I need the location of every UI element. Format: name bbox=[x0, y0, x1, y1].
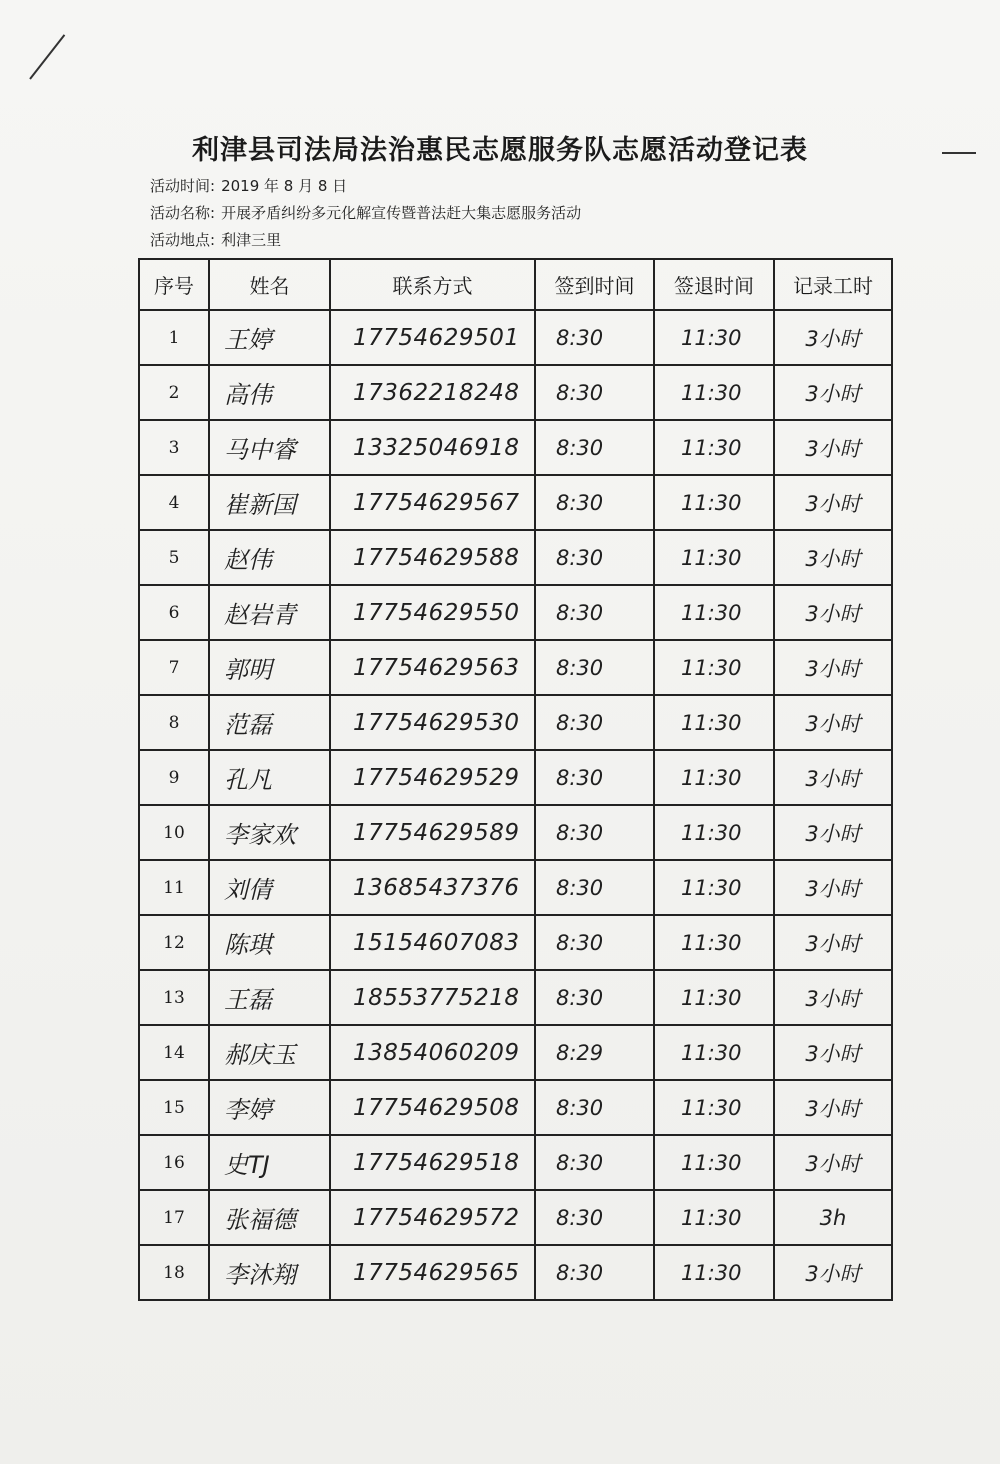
table-row bbox=[139, 750, 892, 805]
sign-in-time: 8:30 bbox=[556, 545, 604, 570]
activity-name bbox=[150, 202, 581, 223]
sign-in-time-cell bbox=[535, 420, 654, 475]
recorded-hours: 3小时 bbox=[805, 1151, 861, 1176]
sign-out-time-cell bbox=[654, 805, 774, 860]
recorded-hours-cell bbox=[774, 860, 892, 915]
row-index-cell: 2 bbox=[139, 365, 209, 420]
row-index-cell: 13 bbox=[139, 970, 209, 1025]
activity-name-label: 活动名称: bbox=[150, 204, 216, 222]
table-row bbox=[139, 1190, 892, 1245]
table-row bbox=[139, 805, 892, 860]
recorded-hours-cell bbox=[774, 365, 892, 420]
contact-phone: 17754629589 bbox=[353, 819, 520, 846]
sign-out-time: 11:30 bbox=[681, 875, 742, 900]
registration-table bbox=[138, 258, 893, 1301]
sign-out-time-cell bbox=[654, 860, 774, 915]
volunteer-name: 刘倩 bbox=[224, 876, 272, 904]
sign-out-time-cell bbox=[654, 475, 774, 530]
contact-phone-cell bbox=[330, 1190, 535, 1245]
sign-in-time-cell bbox=[535, 365, 654, 420]
volunteer-name: 李沐翔 bbox=[224, 1261, 296, 1289]
sign-out-time-cell bbox=[654, 530, 774, 585]
sign-in-time: 8:30 bbox=[556, 820, 604, 845]
sign-in-time: 8:30 bbox=[556, 875, 604, 900]
table-row bbox=[139, 1025, 892, 1080]
volunteer-name: 郭明 bbox=[224, 656, 272, 684]
sign-in-time-cell bbox=[535, 530, 654, 585]
volunteer-name-cell bbox=[209, 1080, 330, 1135]
sign-out-time: 11:30 bbox=[681, 1260, 742, 1285]
volunteer-name-cell bbox=[209, 750, 330, 805]
contact-phone-cell bbox=[330, 1080, 535, 1135]
volunteer-name: 王磊 bbox=[224, 986, 272, 1014]
activity-time-label: 活动时间: bbox=[150, 177, 216, 195]
contact-phone: 17754629563 bbox=[353, 654, 520, 681]
table-row bbox=[139, 915, 892, 970]
sign-out-time-cell bbox=[654, 1080, 774, 1135]
volunteer-name: 史TJ bbox=[224, 1151, 270, 1179]
table-row bbox=[139, 1135, 892, 1190]
row-index-cell: 18 bbox=[139, 1245, 209, 1300]
row-index-cell: 14 bbox=[139, 1025, 209, 1080]
table-row bbox=[139, 1080, 892, 1135]
row-index-cell: 15 bbox=[139, 1080, 209, 1135]
volunteer-name: 马中睿 bbox=[224, 436, 296, 464]
recorded-hours-cell bbox=[774, 585, 892, 640]
sign-out-time: 11:30 bbox=[681, 1150, 742, 1175]
row-index-cell: 16 bbox=[139, 1135, 209, 1190]
recorded-hours: 3小时 bbox=[805, 326, 861, 351]
sign-out-time-cell bbox=[654, 1245, 774, 1300]
volunteer-name-cell bbox=[209, 1190, 330, 1245]
activity-place-label: 活动地点: bbox=[150, 231, 216, 249]
recorded-hours-cell bbox=[774, 970, 892, 1025]
sign-in-time: 8:30 bbox=[556, 490, 604, 515]
sign-out-time: 11:30 bbox=[681, 820, 742, 845]
table-row bbox=[139, 860, 892, 915]
table-row bbox=[139, 420, 892, 475]
recorded-hours-cell bbox=[774, 310, 892, 365]
sign-in-time-cell bbox=[535, 1135, 654, 1190]
contact-phone-cell bbox=[330, 310, 535, 365]
sign-out-time: 11:30 bbox=[681, 600, 742, 625]
sign-out-time: 11:30 bbox=[681, 435, 742, 460]
volunteer-name-cell bbox=[209, 1245, 330, 1300]
sign-out-time: 11:30 bbox=[681, 985, 742, 1010]
sign-out-time: 11:30 bbox=[681, 1095, 742, 1120]
contact-phone-cell bbox=[330, 420, 535, 475]
recorded-hours-cell bbox=[774, 1025, 892, 1080]
contact-phone: 17754629588 bbox=[353, 544, 520, 571]
recorded-hours-cell bbox=[774, 1245, 892, 1300]
contact-phone-cell bbox=[330, 1135, 535, 1190]
recorded-hours: 3小时 bbox=[805, 766, 861, 791]
header-index: 序号 bbox=[139, 259, 209, 310]
sign-in-time-cell bbox=[535, 860, 654, 915]
recorded-hours: 3小时 bbox=[805, 876, 861, 901]
sign-in-time: 8:30 bbox=[556, 1205, 604, 1230]
row-index-cell: 6 bbox=[139, 585, 209, 640]
header-contact: 联系方式 bbox=[330, 259, 535, 310]
row-index-cell: 4 bbox=[139, 475, 209, 530]
sign-in-time-cell bbox=[535, 1025, 654, 1080]
sign-in-time: 8:30 bbox=[556, 655, 604, 680]
contact-phone: 13854060209 bbox=[353, 1039, 520, 1066]
volunteer-name: 张福德 bbox=[224, 1206, 296, 1234]
contact-phone: 17754629518 bbox=[353, 1149, 520, 1176]
sign-in-time-cell bbox=[535, 585, 654, 640]
volunteer-name-cell bbox=[209, 585, 330, 640]
contact-phone: 17754629567 bbox=[353, 489, 520, 516]
sign-in-time: 8:30 bbox=[556, 325, 604, 350]
recorded-hours-cell bbox=[774, 750, 892, 805]
recorded-hours: 3小时 bbox=[805, 601, 861, 626]
volunteer-name-cell bbox=[209, 970, 330, 1025]
contact-phone-cell bbox=[330, 695, 535, 750]
contact-phone-cell bbox=[330, 640, 535, 695]
recorded-hours: 3小时 bbox=[805, 931, 861, 956]
activity-name-value: 开展矛盾纠纷多元化解宣传暨普法赶大集志愿服务活动 bbox=[221, 204, 582, 222]
sign-in-time-cell bbox=[535, 915, 654, 970]
volunteer-name: 范磊 bbox=[224, 711, 272, 739]
contact-phone: 17362218248 bbox=[353, 379, 520, 406]
contact-phone: 17754629565 bbox=[353, 1259, 520, 1286]
sign-out-time: 11:30 bbox=[681, 765, 742, 790]
contact-phone-cell bbox=[330, 750, 535, 805]
contact-phone-cell bbox=[330, 365, 535, 420]
table-row bbox=[139, 695, 892, 750]
volunteer-name-cell bbox=[209, 365, 330, 420]
sign-in-time-cell bbox=[535, 695, 654, 750]
sign-in-time: 8:30 bbox=[556, 1260, 604, 1285]
volunteer-name-cell bbox=[209, 1025, 330, 1080]
contact-phone: 18553775218 bbox=[353, 984, 520, 1011]
sign-out-time-cell bbox=[654, 420, 774, 475]
sign-in-time-cell bbox=[535, 640, 654, 695]
sign-out-time: 11:30 bbox=[681, 655, 742, 680]
recorded-hours: 3小时 bbox=[805, 656, 861, 681]
sign-in-time-cell bbox=[535, 475, 654, 530]
volunteer-name-cell bbox=[209, 1135, 330, 1190]
contact-phone-cell bbox=[330, 585, 535, 640]
contact-phone-cell bbox=[330, 475, 535, 530]
contact-phone: 17754629572 bbox=[353, 1204, 520, 1231]
row-index-cell: 12 bbox=[139, 915, 209, 970]
sign-in-time: 8:30 bbox=[556, 710, 604, 735]
sign-out-time-cell bbox=[654, 365, 774, 420]
recorded-hours-cell bbox=[774, 1080, 892, 1135]
contact-phone-cell bbox=[330, 970, 535, 1025]
contact-phone-cell bbox=[330, 915, 535, 970]
recorded-hours-cell bbox=[774, 915, 892, 970]
contact-phone: 17754629530 bbox=[353, 709, 520, 736]
sign-in-time: 8:30 bbox=[556, 600, 604, 625]
sign-out-time-cell bbox=[654, 640, 774, 695]
contact-phone: 17754629550 bbox=[353, 599, 520, 626]
recorded-hours: 3小时 bbox=[805, 546, 861, 571]
sign-out-time: 11:30 bbox=[681, 545, 742, 570]
recorded-hours: 3小时 bbox=[805, 711, 861, 736]
sign-in-time: 8:30 bbox=[556, 765, 604, 790]
volunteer-name: 赵岩青 bbox=[224, 601, 296, 629]
sign-out-time: 11:30 bbox=[681, 380, 742, 405]
row-index-cell: 11 bbox=[139, 860, 209, 915]
sign-in-time-cell bbox=[535, 1080, 654, 1135]
table-row bbox=[139, 585, 892, 640]
page-title: 利津县司法局法治惠民志愿服务队志愿活动登记表 bbox=[192, 135, 808, 166]
contact-phone-cell bbox=[330, 860, 535, 915]
row-index-cell: 5 bbox=[139, 530, 209, 585]
recorded-hours: 3小时 bbox=[805, 1261, 861, 1286]
volunteer-name: 赵伟 bbox=[224, 546, 272, 574]
contact-phone: 13685437376 bbox=[353, 874, 520, 901]
activity-time bbox=[150, 175, 347, 196]
recorded-hours-cell bbox=[774, 530, 892, 585]
row-index-cell: 10 bbox=[139, 805, 209, 860]
contact-phone: 17754629508 bbox=[353, 1094, 520, 1121]
contact-phone: 13325046918 bbox=[353, 434, 520, 461]
contact-phone: 15154607083 bbox=[353, 929, 520, 956]
sign-in-time-cell bbox=[535, 750, 654, 805]
sign-in-time-cell bbox=[535, 1190, 654, 1245]
contact-phone-cell bbox=[330, 1245, 535, 1300]
recorded-hours: 3小时 bbox=[805, 381, 861, 406]
recorded-hours-cell bbox=[774, 640, 892, 695]
sign-in-time-cell bbox=[535, 310, 654, 365]
sign-in-time: 8:30 bbox=[556, 435, 604, 460]
volunteer-name-cell bbox=[209, 805, 330, 860]
table-row bbox=[139, 530, 892, 585]
header-name: 姓名 bbox=[209, 259, 330, 310]
sign-out-time-cell bbox=[654, 970, 774, 1025]
activity-time-value: 2019 年 8 月 8 日 bbox=[221, 177, 348, 195]
sign-in-time-cell bbox=[535, 970, 654, 1025]
sign-in-time-cell bbox=[535, 805, 654, 860]
header-sign-out-time: 签退时间 bbox=[654, 259, 774, 310]
contact-phone-cell bbox=[330, 1025, 535, 1080]
sign-out-time-cell bbox=[654, 585, 774, 640]
recorded-hours-cell bbox=[774, 475, 892, 530]
table-row bbox=[139, 1245, 892, 1300]
table-header-row bbox=[139, 259, 892, 310]
recorded-hours: 3h bbox=[819, 1205, 847, 1230]
sign-out-time-cell bbox=[654, 750, 774, 805]
activity-place bbox=[150, 229, 281, 250]
volunteer-name: 高伟 bbox=[224, 381, 272, 409]
activity-place-value: 利津三里 bbox=[221, 231, 282, 249]
volunteer-name-cell bbox=[209, 695, 330, 750]
recorded-hours-cell bbox=[774, 420, 892, 475]
sign-out-time-cell bbox=[654, 1135, 774, 1190]
recorded-hours-cell bbox=[774, 1135, 892, 1190]
header-hours: 记录工时 bbox=[774, 259, 892, 310]
row-index-cell: 3 bbox=[139, 420, 209, 475]
sign-out-time: 11:30 bbox=[681, 325, 742, 350]
sign-out-time: 11:30 bbox=[681, 1040, 742, 1065]
volunteer-name: 李婷 bbox=[224, 1096, 272, 1124]
contact-phone-cell bbox=[330, 805, 535, 860]
sign-in-time: 8:29 bbox=[556, 1040, 604, 1065]
sign-in-time-cell bbox=[535, 1245, 654, 1300]
volunteer-name-cell bbox=[209, 915, 330, 970]
table-row bbox=[139, 475, 892, 530]
recorded-hours-cell bbox=[774, 1190, 892, 1245]
contact-phone: 17754629501 bbox=[353, 324, 520, 351]
recorded-hours: 3小时 bbox=[805, 1041, 861, 1066]
sign-out-time: 11:30 bbox=[681, 710, 742, 735]
volunteer-name: 王婷 bbox=[224, 326, 272, 354]
recorded-hours-cell bbox=[774, 695, 892, 750]
row-index-cell: 9 bbox=[139, 750, 209, 805]
volunteer-name: 李家欢 bbox=[224, 821, 296, 849]
sign-out-time-cell bbox=[654, 695, 774, 750]
sign-out-time-cell bbox=[654, 1025, 774, 1080]
volunteer-name-cell bbox=[209, 640, 330, 695]
recorded-hours: 3小时 bbox=[805, 1096, 861, 1121]
volunteer-name-cell bbox=[209, 420, 330, 475]
sign-in-time: 8:30 bbox=[556, 380, 604, 405]
table-row bbox=[139, 970, 892, 1025]
sign-in-time: 8:30 bbox=[556, 1095, 604, 1120]
recorded-hours: 3小时 bbox=[805, 436, 861, 461]
contact-phone-cell bbox=[330, 530, 535, 585]
header-sign-in-time: 签到时间 bbox=[535, 259, 654, 310]
sign-out-time: 11:30 bbox=[681, 1205, 742, 1230]
recorded-hours: 3小时 bbox=[805, 491, 861, 516]
recorded-hours-cell bbox=[774, 805, 892, 860]
volunteer-name: 孔凡 bbox=[224, 766, 272, 794]
volunteer-name: 陈琪 bbox=[224, 931, 272, 959]
sign-out-time: 11:30 bbox=[681, 490, 742, 515]
volunteer-name-cell bbox=[209, 860, 330, 915]
sign-in-time: 8:30 bbox=[556, 930, 604, 955]
sign-in-time: 8:30 bbox=[556, 1150, 604, 1175]
volunteer-name-cell bbox=[209, 530, 330, 585]
sign-out-time: 11:30 bbox=[681, 930, 742, 955]
row-index-cell: 7 bbox=[139, 640, 209, 695]
volunteer-name: 崔新国 bbox=[224, 491, 296, 519]
sign-out-time-cell bbox=[654, 915, 774, 970]
row-index-cell: 1 bbox=[139, 310, 209, 365]
sign-out-time-cell bbox=[654, 1190, 774, 1245]
sign-in-time: 8:30 bbox=[556, 985, 604, 1010]
recorded-hours: 3小时 bbox=[805, 986, 861, 1011]
row-index-cell: 17 bbox=[139, 1190, 209, 1245]
volunteer-name: 郝庆玉 bbox=[224, 1041, 296, 1069]
table-row bbox=[139, 310, 892, 365]
recorded-hours: 3小时 bbox=[805, 821, 861, 846]
contact-phone: 17754629529 bbox=[353, 764, 520, 791]
table-row bbox=[139, 365, 892, 420]
sign-out-time-cell bbox=[654, 310, 774, 365]
volunteer-name-cell bbox=[209, 475, 330, 530]
row-index-cell: 8 bbox=[139, 695, 209, 750]
table-row bbox=[139, 640, 892, 695]
volunteer-name-cell bbox=[209, 310, 330, 365]
